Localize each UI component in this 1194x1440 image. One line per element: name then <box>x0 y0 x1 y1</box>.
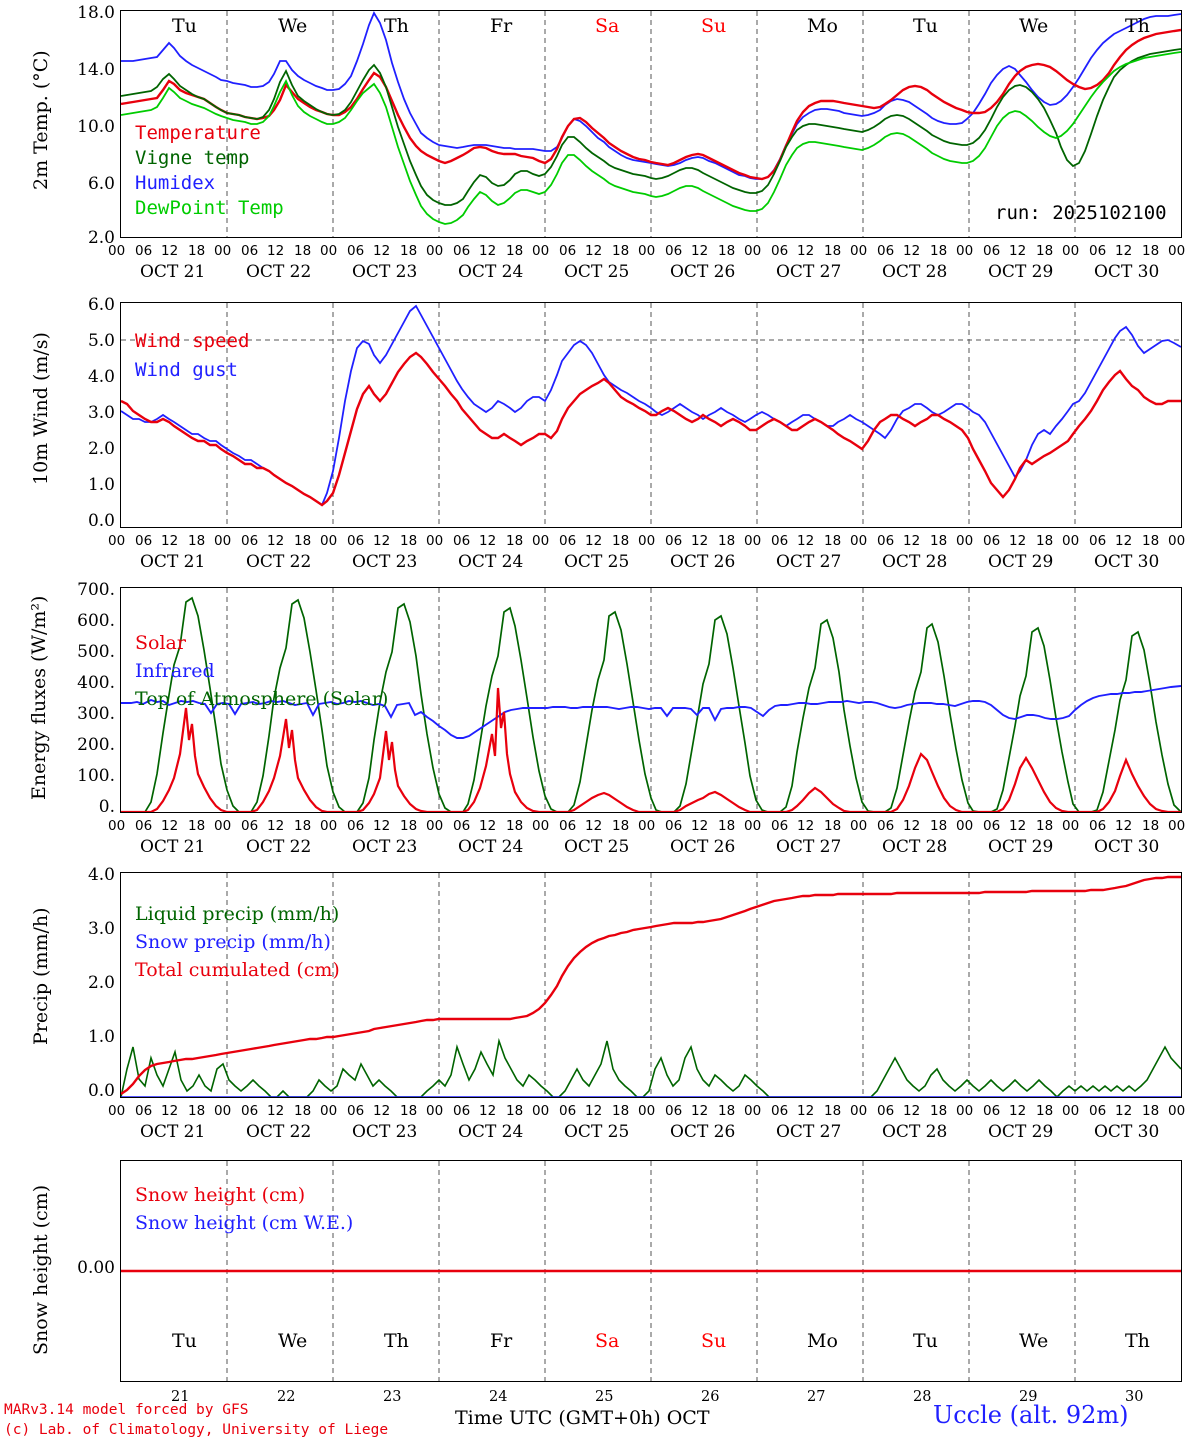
legend-wind-speed: Wind speed <box>135 330 250 352</box>
day-label: OCT 21 <box>140 262 206 282</box>
run-label: run: 2025102100 <box>995 202 1167 224</box>
ytick-temp-14: 14.0 <box>77 60 115 80</box>
dow-label: We <box>278 1330 308 1352</box>
day-label: OCT 24 <box>458 837 524 857</box>
legend-infrared: Infrared <box>135 660 215 682</box>
ytick-precip-2: 2.0 <box>87 973 115 993</box>
day-number: 23 <box>383 1389 402 1405</box>
ytick-precip-1: 1.0 <box>87 1027 115 1047</box>
dow-label: Tu <box>913 1330 938 1352</box>
legend-liquid-precip: Liquid precip (mm/h) <box>135 903 340 925</box>
day-label: OCT 23 <box>352 262 418 282</box>
dow-label: Th <box>1125 1330 1150 1352</box>
axis-label-wind: 10m Wind (m/s) <box>30 332 52 485</box>
day-label: OCT 29 <box>988 837 1054 857</box>
dow-label: Tu <box>172 1330 197 1352</box>
ytick-wind-6: 6.0 <box>87 295 115 315</box>
ytick-temp-10: 10.0 <box>77 117 115 137</box>
ytick-flux-600: 600. <box>77 611 115 631</box>
day-number: 25 <box>595 1389 614 1405</box>
footer-copyright: (c) Lab. of Climatology, University of Liege <box>4 1422 389 1438</box>
ytick-precip-3: 3.0 <box>87 919 115 939</box>
day-label: OCT 29 <box>988 262 1054 282</box>
day-label: OCT 27 <box>776 552 842 572</box>
ytick-flux-100: 100. <box>77 766 115 786</box>
axis-label-temperature: 2m Temp. (°C) <box>30 50 52 190</box>
dow-label: Th <box>384 15 409 37</box>
day-label: OCT 26 <box>670 262 736 282</box>
legend-total-cumulated: Total cumulated (cm) <box>135 959 340 981</box>
day-number: 22 <box>277 1389 296 1405</box>
ytick-flux-400: 400. <box>77 673 115 693</box>
ytick-temp-6: 6.0 <box>87 174 115 194</box>
ytick-wind-1: 1.0 <box>87 475 115 495</box>
day-number: 27 <box>807 1389 826 1405</box>
legend-wind-gust: Wind gust <box>135 359 238 381</box>
dow-label: Tu <box>913 15 938 37</box>
day-label: OCT 22 <box>246 1122 312 1142</box>
day-label: OCT 26 <box>670 552 736 572</box>
day-label: OCT 29 <box>988 552 1054 572</box>
day-label: OCT 25 <box>564 552 630 572</box>
x-axis-title: Time UTC (GMT+0h) OCT <box>455 1407 710 1429</box>
day-label: OCT 24 <box>458 1122 524 1142</box>
day-label: OCT 25 <box>564 837 630 857</box>
legend-snow-precip: Snow precip (mm/h) <box>135 931 331 953</box>
panel-temperature: 2m Temp. (°C) 18.0 14.0 10.0 6.0 2.0 Tu We Th Fr Sa Su Mo Tu We Th Temperature Vigne temp Humidex DewPoint Temp run: 2025102100 00 06 12 18 00 06 12 18 00 06 12 18 00 06 12 18 00 06 12 18 00 06 12 18 00 06 12 18 00 06 12 18 00 06 12 18 00 06 12 18 00 OCT 21 OCT 22 OCT 23 OCT 24 OCT 25 OCT 26 OCT 27 OCT 28 OCT 29 OCT 30 <box>30 3 1186 282</box>
day-label: OCT 27 <box>776 262 842 282</box>
day-label: OCT 24 <box>458 262 524 282</box>
day-label: OCT 28 <box>882 1122 948 1142</box>
day-label: OCT 26 <box>670 1122 736 1142</box>
day-label: OCT 22 <box>246 262 312 282</box>
ytick-wind-4: 4.0 <box>87 367 115 387</box>
legend-humidex: Humidex <box>135 172 216 194</box>
day-label: OCT 24 <box>458 552 524 572</box>
footer-model: MARv3.14 model forced by GFS <box>4 1402 249 1418</box>
day-label: OCT 21 <box>140 837 206 857</box>
plot-wind <box>120 302 1182 528</box>
ytick-wind-2: 2.0 <box>87 439 115 459</box>
legend-snow-height: Snow height (cm) <box>135 1184 306 1206</box>
panel-precip: Precip (mm/h) 4.0 3.0 2.0 1.0 0.0 Liquid precip (mm/h) Snow precip (mm/h) Total cumulated (cm) 00 06 12 18 00 06 12 18 00 06 12 18 00 06 12 18 00 06 12 18 00 06 12 18 00 06 12 18 00 06 12 18 00 06 12 18 00 06 12 18 00 OCT 21 OCT 22 OCT 23 OCT 24 OCT 25 OCT 26 OCT 27 OCT 28 OCT 29 OCT 30 <box>30 865 1186 1142</box>
dow-label: Sa <box>595 1330 620 1352</box>
dow-label: We <box>278 15 308 37</box>
dow-label: Fr <box>490 1330 513 1352</box>
day-label: OCT 21 <box>140 1122 206 1142</box>
ytick-wind-3: 3.0 <box>87 403 115 423</box>
ytick-flux-500: 500. <box>77 642 115 662</box>
ytick-flux-0: 0. <box>98 797 115 817</box>
panel-energy-fluxes: Energy fluxes (W/m²) 700. 600. 500. 400. 300. 200. 100. 0. Solar Infrared Top of Atmosphere (Solar) 00 06 12 18 00 06 12 18 00 06 12 18 00 06 12 18 00 06 12 18 00 06 12 18 00 06 12 18 00 06 12 18 00 06 12 18 00 06 12 18 00 OCT 21 OCT 22 OCT 23 OCT 24 OCT 25 OCT 26 OCT 27 OCT 28 OCT 29 OCT 30 <box>28 580 1186 857</box>
day-label: OCT 22 <box>246 552 312 572</box>
day-label: OCT 28 <box>882 262 948 282</box>
dow-label: Th <box>384 1330 409 1352</box>
day-number: 26 <box>701 1389 720 1405</box>
day-label: OCT 28 <box>882 837 948 857</box>
panel-wind: 10m Wind (m/s) 6.0 5.0 4.0 3.0 2.0 1.0 0.0 Wind speed Wind gust 00 06 12 18 00 06 12 18 00 06 12 18 00 06 12 18 00 06 12 18 00 06 12 18 00 06 12 18 00 06 12 18 00 06 12 18 00 06 12 18 00 OCT 21 OCT 22 OCT 23 OCT 24 OCT 25 OCT 26 OCT 27 OCT 28 OCT 29 OCT 30 <box>30 295 1186 572</box>
station-label: Uccle (alt. 92m) <box>933 1401 1129 1429</box>
day-number: 29 <box>1019 1389 1038 1405</box>
legend-temperature: Temperature <box>135 122 261 144</box>
dow-label: Tu <box>172 15 197 37</box>
day-label: OCT 30 <box>1094 552 1160 572</box>
dow-label: We <box>1019 15 1049 37</box>
dow-label: We <box>1019 1330 1049 1352</box>
panel-snow-height <box>0 1140 1194 1440</box>
dow-label: Mo <box>807 15 838 37</box>
day-number: 30 <box>1125 1389 1144 1405</box>
day-label: OCT 28 <box>882 552 948 572</box>
day-label: OCT 27 <box>776 1122 842 1142</box>
day-label: OCT 29 <box>988 1122 1054 1142</box>
day-label: OCT 27 <box>776 837 842 857</box>
day-label: OCT 23 <box>352 1122 418 1142</box>
dow-label: Fr <box>490 15 513 37</box>
dow-label: Sa <box>595 15 620 37</box>
ytick-precip-0: 0.0 <box>87 1081 115 1101</box>
dow-label: Th <box>1125 15 1150 37</box>
legend-snow-height-we: Snow height (cm W.E.) <box>135 1212 354 1234</box>
ytick-flux-700: 700. <box>77 580 115 600</box>
dow-label: Su <box>701 15 727 37</box>
legend-dewpoint-temp: DewPoint Temp <box>135 197 284 219</box>
day-label: OCT 23 <box>352 552 418 572</box>
ytick-flux-200: 200. <box>77 735 115 755</box>
day-label: OCT 25 <box>564 1122 630 1142</box>
day-number: 24 <box>489 1389 508 1405</box>
day-label: OCT 30 <box>1094 837 1160 857</box>
axis-label-snow-height: Snow height (cm) <box>30 1184 52 1355</box>
day-label: OCT 25 <box>564 262 630 282</box>
ytick-temp-2: 2.0 <box>87 228 115 248</box>
ytick-temp-18: 18.0 <box>77 3 115 23</box>
ytick-precip-4: 4.0 <box>87 865 115 885</box>
day-label: OCT 26 <box>670 837 736 857</box>
axis-label-precip: Precip (mm/h) <box>30 907 52 1045</box>
day-number: 28 <box>913 1389 932 1405</box>
legend-vigne-temp: Vigne temp <box>135 147 250 169</box>
ytick-flux-300: 300. <box>77 704 115 724</box>
legend-solar: Solar <box>135 632 186 654</box>
axis-label-energy-fluxes: Energy fluxes (W/m²) <box>28 595 50 800</box>
day-label: OCT 30 <box>1094 262 1160 282</box>
day-label: OCT 23 <box>352 837 418 857</box>
day-label: OCT 30 <box>1094 1122 1160 1142</box>
dow-label: Su <box>701 1330 727 1352</box>
day-label: OCT 21 <box>140 552 206 572</box>
ytick-wind-0: 0.0 <box>87 511 115 531</box>
day-number: 21 <box>171 1389 190 1405</box>
legend-top-of-atmosphere: Top of Atmosphere (Solar) <box>135 688 389 710</box>
ytick-snow-0: 0.00 <box>77 1258 115 1278</box>
ytick-wind-5: 5.0 <box>87 331 115 351</box>
dow-label: Mo <box>807 1330 838 1352</box>
day-label: OCT 22 <box>246 837 312 857</box>
